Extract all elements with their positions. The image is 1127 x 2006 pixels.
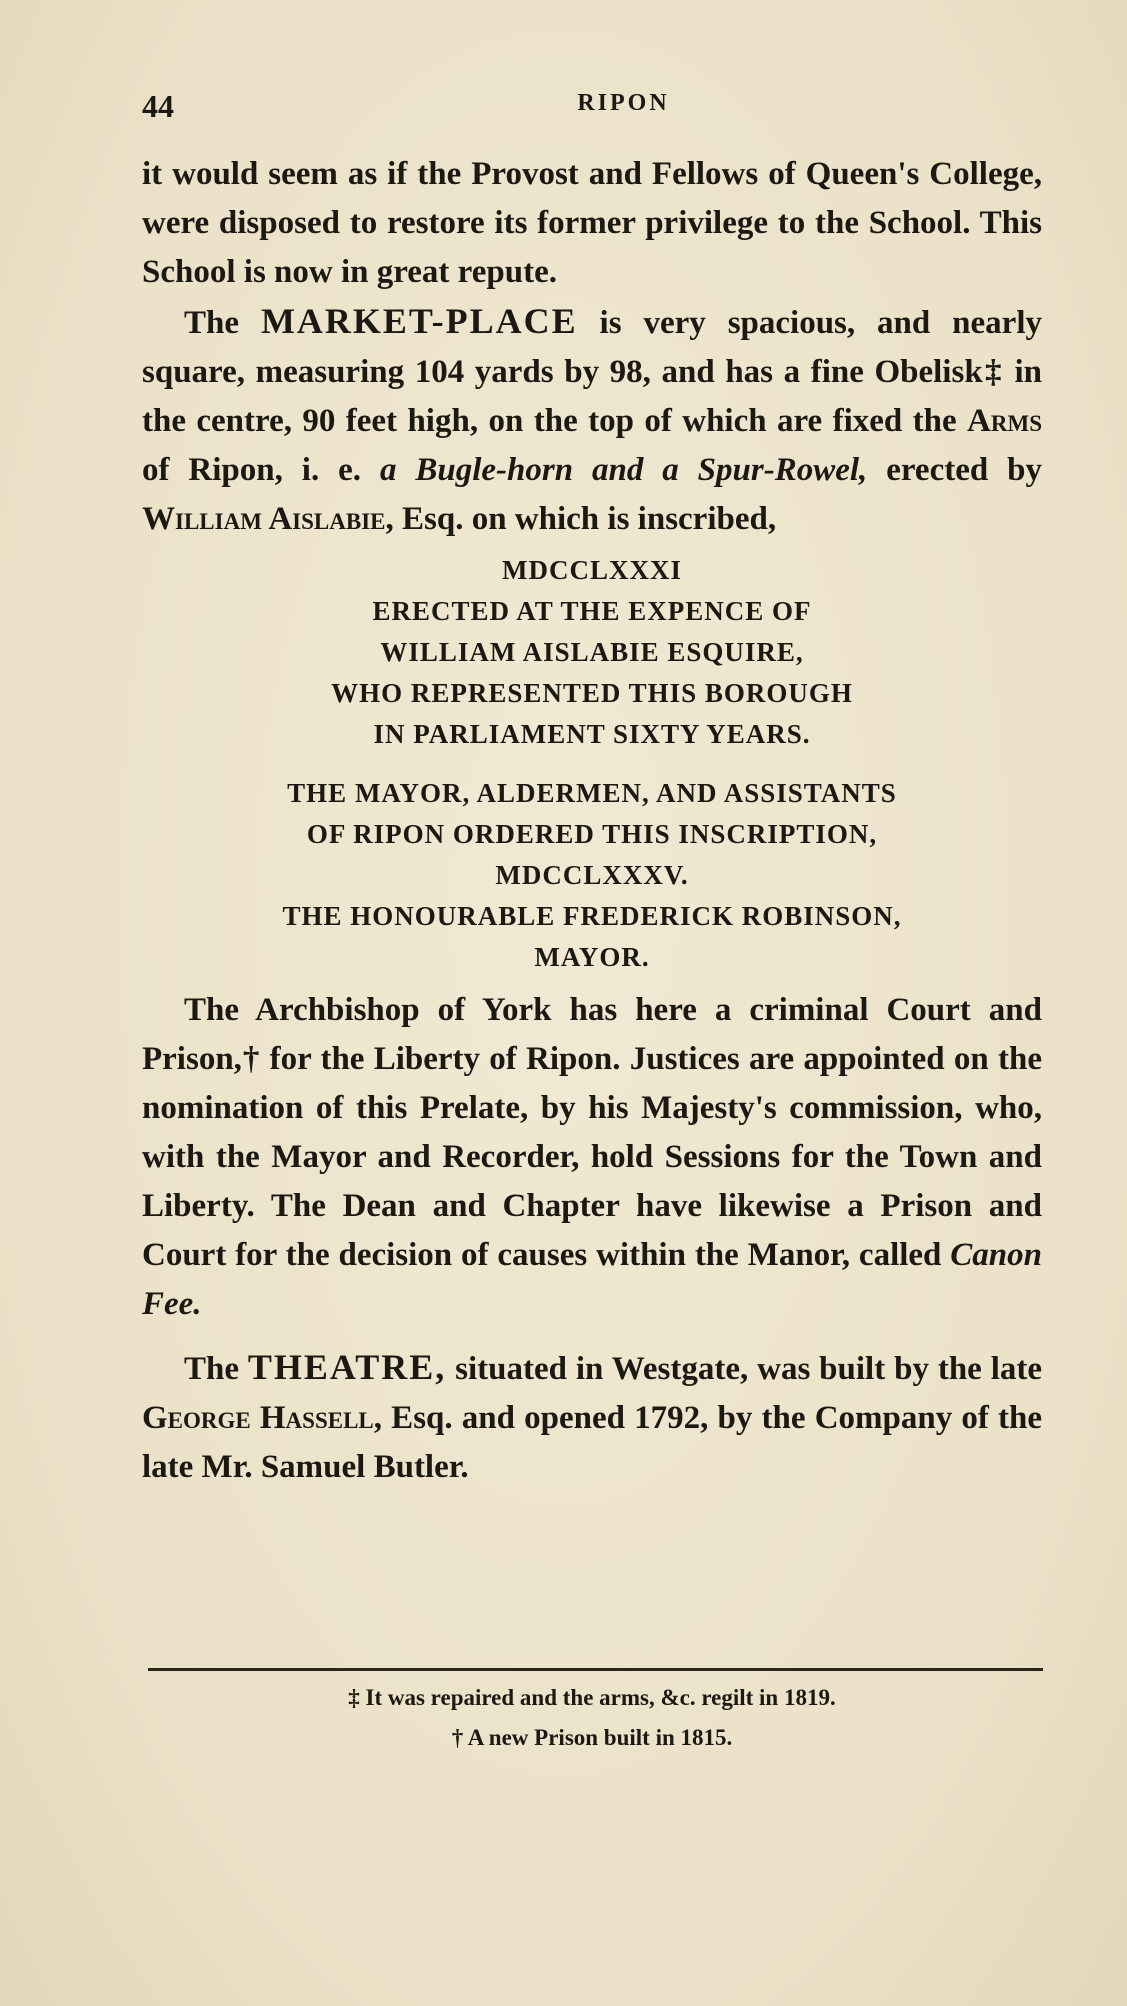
running-head: RIPON xyxy=(577,90,670,116)
inscription-line: ERECTED AT THE EXPENCE OF xyxy=(372,596,812,626)
footnote-obelisk: ‡ It was repaired and the arms, &c. regilt in 1819. xyxy=(348,1685,836,1710)
inscription-line: THE HONOURABLE FREDERICK ROBINSON, xyxy=(282,901,902,931)
paragraph-market-place: The MARKET-PLACE is very spacious, and nearly square, measuring 104 yards by 98, and has a fine Obelisk‡ in the centre, 90 feet high, on the top of which are fixed the Arms of Ripon, i. e. a Bugle-horn and a Spur-Rowel, erected by William Aislabie, Esq. on which is inscribed, xyxy=(142,301,1042,537)
inscription-line: WILLIAM AISLABIE ESQUIRE, xyxy=(380,637,804,667)
inscription-line: MDCCLXXXV. xyxy=(495,860,689,890)
page-number: 44 xyxy=(142,88,174,124)
inscription-line: THE MAYOR, ALDERMEN, AND ASSISTANTS xyxy=(287,778,897,808)
paragraph-theatre: The THEATRE, situated in Westgate, was built by the late George Hassell, Esq. and opened 1792, by the Company of the late Mr. Samuel Butler. xyxy=(142,1347,1043,1485)
page-header xyxy=(142,88,1045,128)
footnote-rule xyxy=(148,1668,1043,1671)
inscription-line: WHO REPRESENTED THIS BOROUGH xyxy=(331,678,853,708)
paragraph-archbishop: The Archbishop of York has here a criminal Court and Prison,† for the Liberty of Ripon. Justices are appointed on the nomination of this Prelate, by his Majesty's commission, who, with the Mayor and Recorder, hold Sessions for the Town and Liberty. The Dean and Chapter have likewise a Prison and Court for the decision of causes within the Manor, called Canon Fee. xyxy=(142,992,1042,1322)
paragraph-continuation: it would seem as if the Provost and Fellows of Queen's College, were disposed to restore its former privilege to the School. This School is now in great repute. xyxy=(142,156,1042,290)
obelisk-inscription xyxy=(142,550,1042,978)
inscription-line: MAYOR. xyxy=(534,942,650,972)
body-text xyxy=(142,150,1042,1492)
inscription-line: IN PARLIAMENT SIXTY YEARS. xyxy=(373,719,811,749)
inscription-line: OF RIPON ORDERED THIS INSCRIPTION, xyxy=(306,819,878,849)
heading-theatre: THEATRE, xyxy=(247,1347,447,1387)
inscription-gap xyxy=(142,755,1042,773)
heading-market-place: MARKET-PLACE xyxy=(260,301,578,341)
footnotes xyxy=(142,1678,1042,1758)
inscription-line: MDCCLXXXI xyxy=(502,555,682,585)
footnote-prison: † A new Prison built in 1815. xyxy=(451,1725,733,1750)
